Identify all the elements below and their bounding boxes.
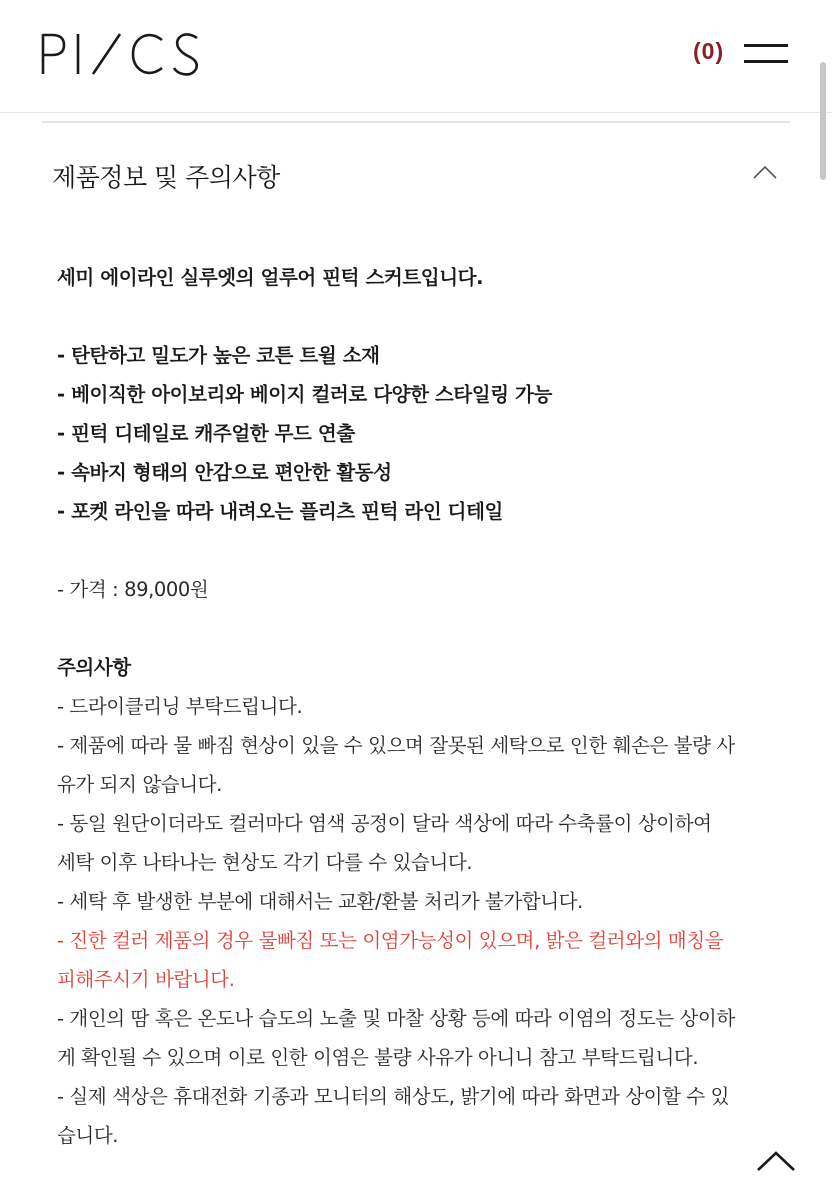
chevron-up-icon[interactable] xyxy=(752,164,778,180)
price-line: - 가격 : 89,000원 xyxy=(57,578,209,601)
caution-line: - 드라이클리닝 부탁드립니다. xyxy=(57,695,303,718)
warning-line: 피해주시기 바랍니다. xyxy=(57,968,235,991)
caution-line: - 실제 색상은 휴대전화 기종과 모니터의 해상도, 밝기에 따라 화면과 상이할 수 있 xyxy=(57,1085,730,1108)
feature-item: - 베이직한 아이보리와 베이지 컬러로 다양한 스타일링 가능 xyxy=(57,383,552,406)
brand-logo[interactable] xyxy=(40,30,202,78)
scroll-top-button[interactable] xyxy=(754,1148,798,1174)
menu-bar-top xyxy=(744,44,788,47)
product-description xyxy=(57,258,797,1155)
spacer xyxy=(57,609,797,648)
product-intro: 세미 에이라인 실루엣의 얼루어 핀턱 스커트입니다. xyxy=(57,266,484,289)
caution-line: 게 확인될 수 있으며 이로 인한 이염은 불량 사유가 아니니 참고 부탁드립니다. xyxy=(57,1046,699,1069)
scrollbar-thumb[interactable] xyxy=(820,62,826,180)
spacer xyxy=(57,531,797,570)
menu-bar-bottom xyxy=(744,60,788,63)
cart-count[interactable]: (0) xyxy=(693,38,725,64)
caution-line: 유가 되지 않습니다. xyxy=(57,773,222,796)
hamburger-menu-icon[interactable] xyxy=(744,40,790,66)
warning-line: - 진한 컬러 제품의 경우 물빠짐 또는 이염가능성이 있으며, 밝은 컬러와의 매칭을 xyxy=(57,929,724,952)
chevron-up-icon xyxy=(754,1148,798,1174)
section-divider xyxy=(42,121,790,123)
spacer xyxy=(57,297,797,336)
caution-line: 습니다. xyxy=(57,1124,119,1147)
caution-line: - 개인의 땀 혹은 온도나 습도의 노출 및 마찰 상황 등에 따라 이염의 정도는 상이하 xyxy=(57,1007,735,1030)
feature-item: - 탄탄하고 밀도가 높은 코튼 트윌 소재 xyxy=(57,344,380,367)
caution-line: 세탁 이후 나타나는 현상도 각기 다를 수 있습니다. xyxy=(57,851,473,874)
logo-graphic xyxy=(40,30,202,78)
feature-item: - 포켓 라인을 따라 내려오는 플리츠 핀턱 라인 디테일 xyxy=(57,500,503,523)
cautions-heading: 주의사항 xyxy=(57,656,131,679)
caution-line: - 동일 원단이더라도 컬러마다 염색 공정이 달라 색상에 따라 수축률이 상이하여 xyxy=(57,812,712,835)
feature-item: - 핀턱 디테일로 캐주얼한 무드 연출 xyxy=(57,422,355,445)
section-title[interactable]: 제품정보 및 주의사항 xyxy=(52,163,280,192)
caution-line: - 제품에 따라 물 빠짐 현상이 있을 수 있으며 잘못된 세탁으로 인한 훼손은 불량 사 xyxy=(57,734,735,757)
caution-line: - 세탁 후 발생한 부분에 대해서는 교환/환불 처리가 불가합니다. xyxy=(57,890,583,913)
site-header xyxy=(0,0,832,113)
feature-item: - 속바지 형태의 안감으로 편안한 활동성 xyxy=(57,461,392,484)
